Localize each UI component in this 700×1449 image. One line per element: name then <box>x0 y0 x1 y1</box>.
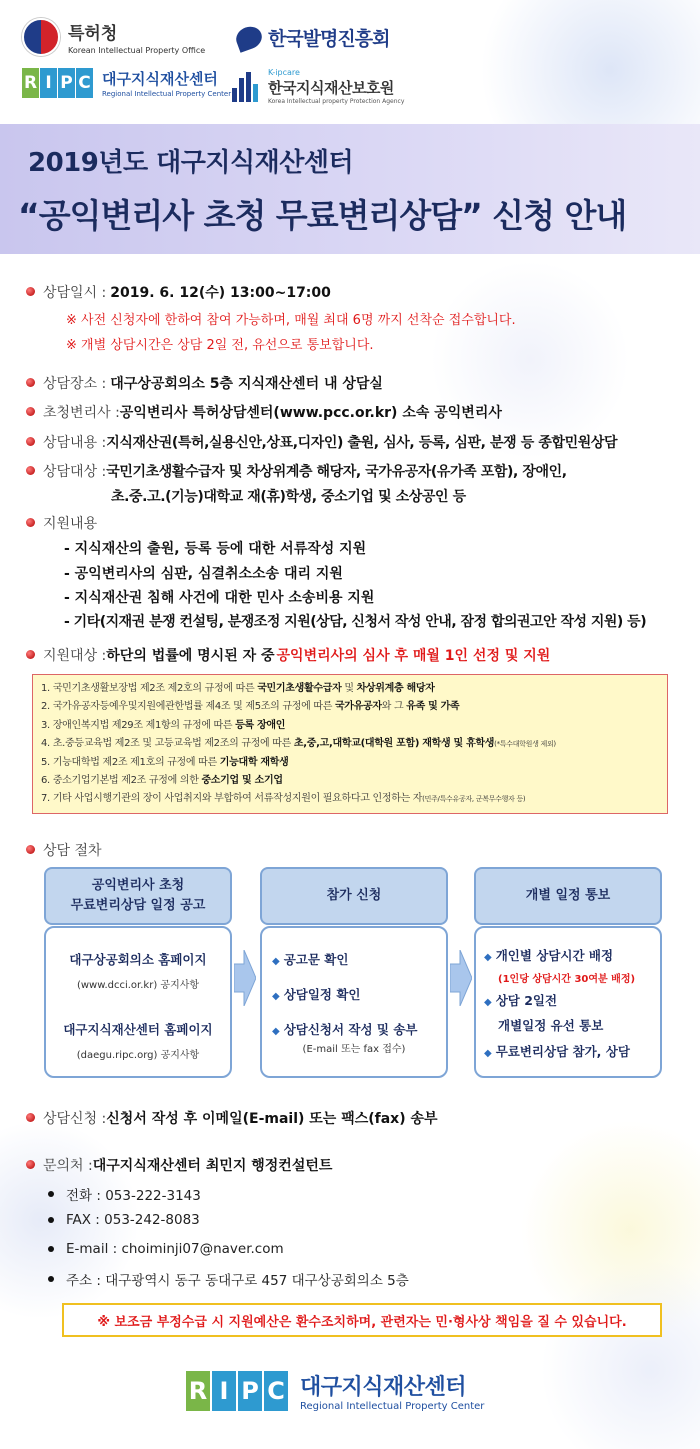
criteria-item: 5. 기능대학법 제2조 제1호의 규정에 따른 기능대학 재학생 <box>41 756 289 768</box>
step1-head <box>44 867 232 925</box>
eligibility-criteria-box <box>32 674 668 814</box>
schedule-note: ※ 사전 신청자에 한하여 참여 가능하며, 매월 최대 6명 까지 선착순 접수합니다. <box>66 313 516 328</box>
place-row <box>26 373 383 393</box>
ripc-letter: P <box>58 68 75 98</box>
title-year: 2019년도 대구지식재산센터 <box>28 148 354 178</box>
diamond-bullet-icon: ◆ <box>484 952 492 963</box>
ripc-mark-icon <box>22 68 94 98</box>
target-value: 국민기초생활수급자 및 차상위계층 해당자, 국가유공자(유가족 포함), 장애인, <box>106 464 567 480</box>
step2-sub: (E-mail 또는 fax 접수) <box>302 1044 406 1055</box>
step3-item: ◆ 개인별 상담시간 배정 <box>484 948 614 963</box>
support-item: - 기타(지재권 분쟁 컨설팅, 분쟁조정 지원(상담, 신청서 작성 안내, 잠정 합의권고안 작성 지원) 등) <box>64 614 647 630</box>
ripc-name: 대구지식재산센터 <box>102 70 218 88</box>
ripc-letter: R <box>186 1371 210 1411</box>
criteria-item: 6. 중소기업기본법 제2조 규정에 의한 중소기업 및 소기업 <box>41 775 283 787</box>
diamond-bullet-icon: ◆ <box>272 1026 280 1037</box>
support-row <box>26 513 97 533</box>
contact-value: 대구지식재산센터 최민지 행정컨설턴트 <box>92 1158 333 1174</box>
step1-line: 대구지식재산센터 홈페이지 <box>63 1022 213 1037</box>
support-item: - 지식재산권 침해 사건에 대한 민사 소송비용 지원 <box>64 590 375 606</box>
support-item: - 공익변리사의 심판, 심결취소소송 대리 지원 <box>64 566 343 582</box>
kipo-name-en: Korean Intellectual Property Office <box>68 46 206 55</box>
contact-item: 주소 : 대구광역시 동구 동대구로 457 대구상공회의소 5층 <box>48 1269 409 1289</box>
step2-body <box>260 926 448 1078</box>
attorney-label: 초청변리사 : <box>43 405 120 421</box>
warning-box: ※ 보조금 부정수급 시 지원예산은 환수조치하며, 관련자는 민·형사상 책임을 질 수 있습니다. <box>62 1303 662 1337</box>
footer-name-en: Regional Intellectual Property Center <box>300 1401 485 1412</box>
bullet-dot-icon <box>26 1160 35 1169</box>
contact-item: 전화 : 053-222-3143 <box>48 1184 201 1204</box>
footer-name: 대구지식재산센터 <box>300 1375 467 1400</box>
step3-head-line: 개별 일정 통보 <box>525 888 611 903</box>
ripc-mark-icon <box>186 1371 290 1411</box>
diamond-bullet-icon: ◆ <box>484 1048 492 1059</box>
ripc-letter: C <box>76 68 93 98</box>
ripc-letter: C <box>264 1371 288 1411</box>
diamond-bullet-icon: ◆ <box>272 956 280 967</box>
procedure-row <box>26 840 102 860</box>
schedule-label: 상담일시 : <box>43 285 107 301</box>
kipo-name: 특허청 <box>68 24 118 44</box>
kipo-logo <box>22 18 205 56</box>
ripc-letter: P <box>238 1371 262 1411</box>
ripc-logo <box>22 68 231 98</box>
kippa-name-en: Korea Intellectual property Protection Agency <box>268 98 405 105</box>
kipa-logo <box>236 24 389 51</box>
content-row <box>26 432 617 452</box>
eligibility-row <box>26 645 550 665</box>
content-value: 지식재산권(특허,실용신안,상표,디자인) 출원, 심사, 등록, 심판, 분쟁 등 종합민원상담 <box>106 435 618 451</box>
step2-head-line: 참가 신청 <box>326 888 382 903</box>
step3-note: (1인당 상담시간 30여분 배정) <box>498 974 636 985</box>
schedule-row <box>26 282 331 302</box>
page-title: “공익변리사 초청 무료변리상담” 신청 안내 <box>18 196 627 235</box>
procedure-label: 상담 절차 <box>43 843 102 859</box>
support-item: - 지식재산의 출원, 등록 등에 대한 서류작성 지원 <box>64 541 367 557</box>
diamond-bullet-icon: ◆ <box>484 997 492 1008</box>
ripc-letter: R <box>22 68 39 98</box>
bullet-dot-icon <box>26 437 35 446</box>
attorney-value: 공익변리사 특허상담센터(www.pcc.or.kr) 소속 공익변리사 <box>119 405 502 421</box>
place-label: 상담장소 : <box>43 376 107 392</box>
step2-item: ◆ 상담신청서 작성 및 송부 <box>272 1022 418 1037</box>
kipo-emblem-icon <box>22 18 60 56</box>
apply-row <box>26 1108 438 1128</box>
diamond-bullet-icon: ◆ <box>272 991 280 1002</box>
arrow-right-icon <box>450 950 472 1006</box>
bullet-dot-icon <box>26 287 35 296</box>
eligibility-label: 지원대상 : <box>43 648 107 664</box>
step1-head-line: 공익변리사 초청 <box>91 878 185 893</box>
step2-item: ◆ 상담일정 확인 <box>272 987 361 1002</box>
kippa-bars-icon <box>232 72 260 102</box>
apply-label: 상담신청 : <box>43 1111 107 1127</box>
ripc-letter: I <box>40 68 57 98</box>
step3-body <box>474 926 662 1078</box>
criteria-item: 2. 국가유공자등예우및지원에관한법률 제4조 및 제5조의 규정에 따른 국가유공자와 그 유족 및 가족 <box>41 701 460 713</box>
content-label: 상담내용 : <box>43 435 107 451</box>
kippa-brand: K-ipcare <box>268 68 300 77</box>
step1-sub: (www.dcci.or.kr) 공지사항 <box>76 980 200 991</box>
step1-sub: (daegu.ripc.org) 공지사항 <box>76 1050 200 1061</box>
criteria-item: 7. 기타 사업시행기관의 장이 사업취지와 부합하여 서류작성지원이 필요하다고 인정하는 자(민주/특수유공자, 군복무수행자 등) <box>41 793 526 805</box>
criteria-item: 4. 초.중등교육법 제2조 및 고등교육법 제2조의 규정에 따른 초,중,고,대학교(대학원 포함) 재학생 및 휴학생(*특수대학원생 제외) <box>41 738 556 750</box>
schedule-note: ※ 개별 상담시간은 상담 2일 전, 유선으로 통보합니다. <box>66 338 374 353</box>
kipa-emblem-icon <box>233 23 265 53</box>
kippa-name: 한국지식재산보호원 <box>268 79 394 97</box>
bullet-dot-icon <box>26 650 35 659</box>
step1-body <box>44 926 232 1078</box>
bullet-dot-icon <box>26 1113 35 1122</box>
target-row <box>26 461 567 481</box>
place-value: 대구상공회의소 5층 지식재산센터 내 상담실 <box>110 376 383 392</box>
bullet-dot-icon <box>26 518 35 527</box>
criteria-item: 1. 국민기초생활보장법 제2조 제2호의 규정에 따른 국민기초생활수급자 및 차상위계층 해당자 <box>41 683 435 694</box>
criteria-item: 3. 장애인복지법 제29조 제1항의 규정에 따른 등록 장애인 <box>41 719 286 731</box>
target-label: 상담대상 : <box>43 464 107 480</box>
eligibility-value: 하단의 법률에 명시된 자 중 <box>106 648 275 664</box>
step3-head <box>474 867 662 925</box>
contact-row <box>26 1155 332 1175</box>
bullet-dot-icon <box>26 407 35 416</box>
eligibility-highlight: 공익변리사의 심사 후 매월 1인 선정 및 지원 <box>276 648 551 664</box>
support-label: 지원내용 <box>43 516 98 532</box>
step2-item: ◆ 공고문 확인 <box>272 952 349 967</box>
contact-item[interactable]: E-mail : choiminji07@naver.com <box>48 1241 284 1257</box>
step1-head-line: 무료변리상담 일정 공고 <box>70 898 206 913</box>
footer-ripc-logo <box>186 1370 484 1412</box>
attorney-row <box>26 402 502 422</box>
step3-item: ◆ 상담 2일전 <box>484 993 558 1008</box>
ripc-letter: I <box>212 1371 236 1411</box>
step3-item: ◆ 무료변리상담 참가, 상담 <box>484 1044 630 1059</box>
bullet-dot-icon <box>26 845 35 854</box>
ripc-name-en: Regional Intellectual Property Center <box>102 90 232 98</box>
step1-line: 대구상공회의소 홈페이지 <box>69 952 207 967</box>
contact-label: 문의처 : <box>43 1158 93 1174</box>
kippa-logo <box>232 68 404 105</box>
contact-item: FAX : 053-242-8083 <box>48 1212 200 1228</box>
schedule-value: 2019. 6. 12(수) 13:00~17:00 <box>110 285 331 301</box>
apply-value: 신청서 작성 후 이메일(E-mail) 또는 팩스(fax) 송부 <box>106 1111 438 1127</box>
step3-item-cont: 개별일정 유선 통보 <box>498 1018 604 1033</box>
logo-header <box>0 0 700 122</box>
kipa-name: 한국발명진흥회 <box>268 28 390 50</box>
target-value-cont: 초.중.고.(기능)대학교 재(휴)학생, 중소기업 및 소상공인 등 <box>111 489 466 505</box>
arrow-right-icon <box>234 950 256 1006</box>
bullet-dot-icon <box>26 378 35 387</box>
decor-blob <box>430 260 630 460</box>
bullet-dot-icon <box>26 466 35 475</box>
step2-head <box>260 867 448 925</box>
